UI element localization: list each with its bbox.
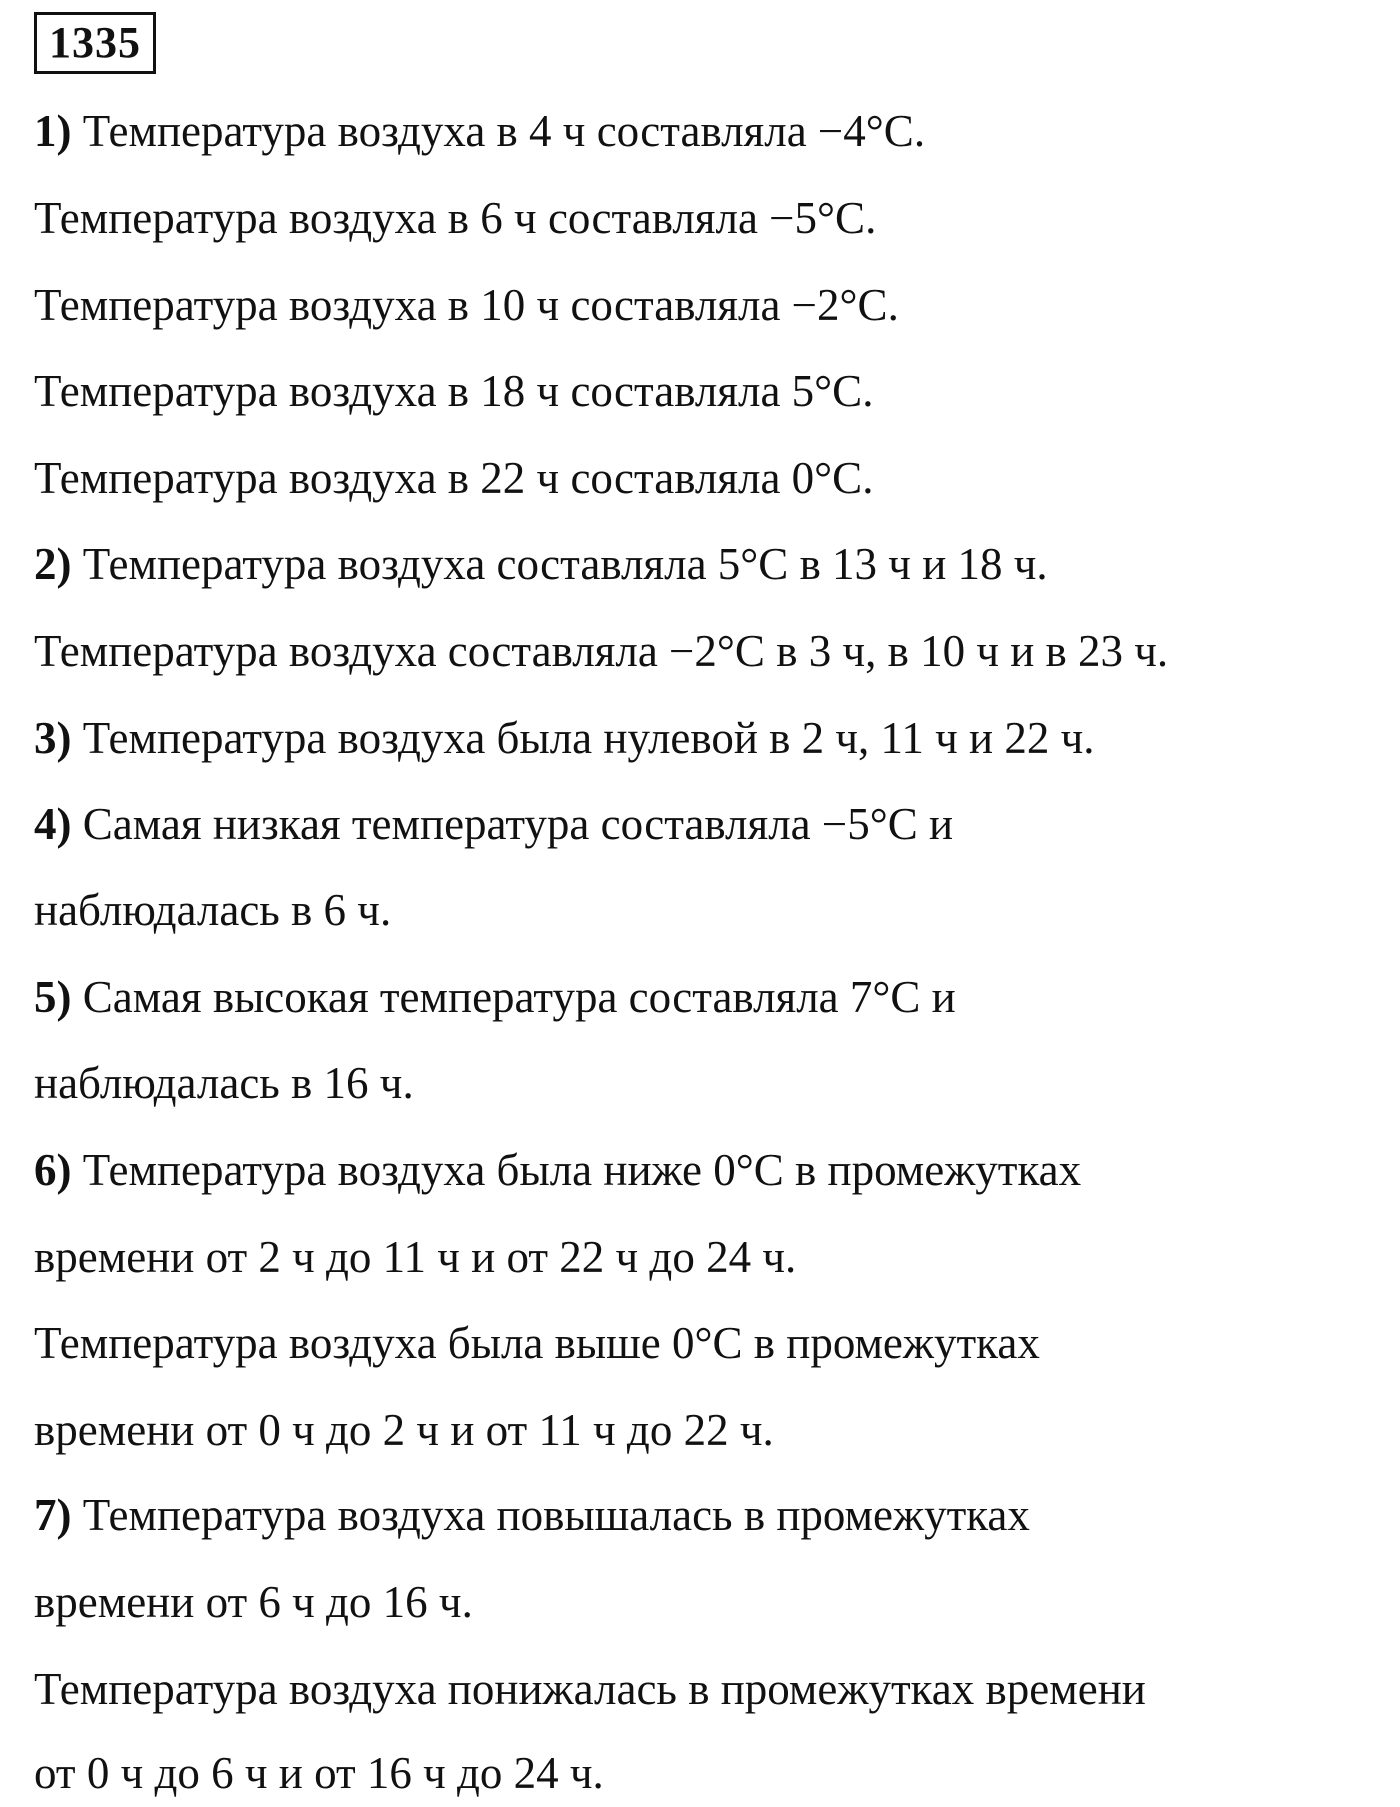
line-text: Температура воздуха была нулевой в 2 ч, 11 ч и 22 ч. [82,713,1095,763]
solution-line [34,796,953,852]
line-text: Температура воздуха в 10 ч составляла −2°С. [34,280,899,330]
solution-line [34,190,876,246]
task-number-box: 1335 [34,12,156,74]
solution-line [34,1661,1146,1717]
line-text: от 0 ч до 6 ч и от 16 ч до 24 ч. [34,1748,604,1798]
line-text: Температура воздуха в 4 ч составляла −4°С. [82,106,926,156]
line-text: времени от 0 ч до 2 ч и от 11 ч до 22 ч. [34,1405,774,1455]
line-text: Температура воздуха была ниже 0°С в промежутках [82,1145,1082,1195]
solution-line [34,1055,414,1111]
line-text: времени от 2 ч до 11 ч и от 22 ч до 24 ч. [34,1232,797,1282]
line-text: наблюдалась в 16 ч. [34,1058,414,1108]
line-text: наблюдалась в 6 ч. [34,885,392,935]
solution-line [34,1142,1081,1198]
solution-line [34,969,956,1025]
item-number: 3) [34,713,72,763]
item-number: 5) [34,972,72,1022]
item-number: 6) [34,1145,72,1195]
line-text: времени от 6 ч до 16 ч. [34,1577,473,1627]
solution-line [34,536,1048,592]
solution-line [34,1574,473,1630]
line-text: Температура воздуха в 22 ч составляла 0°С. [34,453,874,503]
item-number: 2) [34,539,72,589]
solution-line [34,710,1094,766]
line-text: Температура воздуха в 18 ч составляла 5°С. [34,366,874,416]
solution-line [34,623,1168,679]
solution-line [34,103,925,159]
solution-line [34,450,873,506]
solution-line [34,363,873,419]
solution-line [34,277,899,333]
item-number: 4) [34,799,72,849]
item-number: 1) [34,106,72,156]
line-text: Температура воздуха составляла 5°С в 13 ч и 18 ч. [82,539,1048,589]
line-text: Самая высокая температура составляла 7°С и [82,972,956,1022]
line-text: Температура воздуха была выше 0°С в промежутках [34,1318,1040,1368]
solution-line [34,882,391,938]
item-number: 7) [34,1490,72,1540]
solution-line [34,1487,1030,1543]
line-text: Температура воздуха составляла −2°С в 3 ч, в 10 ч и в 23 ч. [34,626,1169,676]
solution-line [34,1229,796,1285]
line-text: Температура воздуха повышалась в промежутках [82,1490,1030,1540]
solution-line [34,1402,774,1458]
solution-line [34,1315,1040,1371]
line-text: Температура воздуха в 6 ч составляла −5°С. [34,193,877,243]
solution-line [34,1745,604,1801]
line-text: Температура воздуха понижалась в промежутках времени [34,1664,1146,1714]
line-text: Самая низкая температура составляла −5°С и [82,799,954,849]
